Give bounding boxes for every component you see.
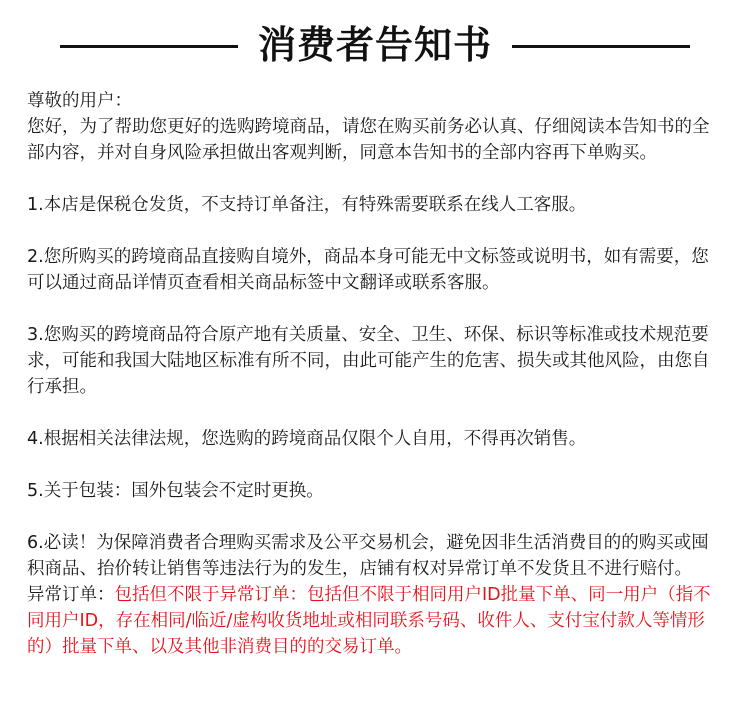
abnormal-order-paragraph bbox=[27, 582, 717, 660]
abnormal-order-text: 包括但不限于异常订单：包括但不限于相同用户ID批量下单、同一用户（指不同用户ID，存在相同/临近/虚构收货地址或相同联系号码、收件人、支付宝付款人等情形的）批量下单、以及其他非消费目的的交易订单。 bbox=[27, 585, 711, 657]
page-title: 消费者告知书 bbox=[257, 23, 492, 67]
title-divider-right bbox=[512, 45, 690, 48]
notice-item-2: 2.您所购买的跨境商品直接购自境外，商品本身可能无中文标签或说明书，如有需要，您可以通过商品详情页查看相关商品标签中文翻译或联系客服。 bbox=[27, 247, 709, 293]
title-row bbox=[0, 18, 750, 72]
notice-item-3: 3.您购买的跨境商品符合原产地有关质量、安全、卫生、环保、标识等标准或技术规范要求，可能和我国大陆地区标准有所不同，由此可能产生的危害、损失或其他风险，由您自行承担。 bbox=[27, 325, 710, 397]
abnormal-order-label: 异常订单： bbox=[27, 585, 115, 605]
greeting: 尊敬的用户： bbox=[27, 91, 132, 111]
notice-item-5: 5.关于包装：国外包装会不定时更换。 bbox=[27, 481, 324, 501]
notice-body bbox=[27, 88, 717, 660]
notice-item-4: 4.根据相关法律法规，您选购的跨境商品仅限个人自用，不得再次销售。 bbox=[27, 429, 587, 449]
notice-item-6: 6.必读！为保障消费者合理购买需求及公平交易机会，避免因非生活消费目的的购买或囤积商品、抬价转让销售等违法行为的发生，店铺有权对异常订单不发货且不进行赔付。 bbox=[27, 533, 709, 579]
notice-item-1: 1.本店是保税仓发货，不支持订单备注，有特殊需要联系在线人工客服。 bbox=[27, 195, 587, 215]
intro-paragraph: 您好，为了帮助您更好的选购跨境商品，请您在购买前务必认真、仔细阅读本告知书的全部内容，并对自身风险承担做出客观判断，同意本告知书的全部内容再下单购买。 bbox=[27, 117, 710, 163]
title-divider-left bbox=[60, 45, 238, 48]
